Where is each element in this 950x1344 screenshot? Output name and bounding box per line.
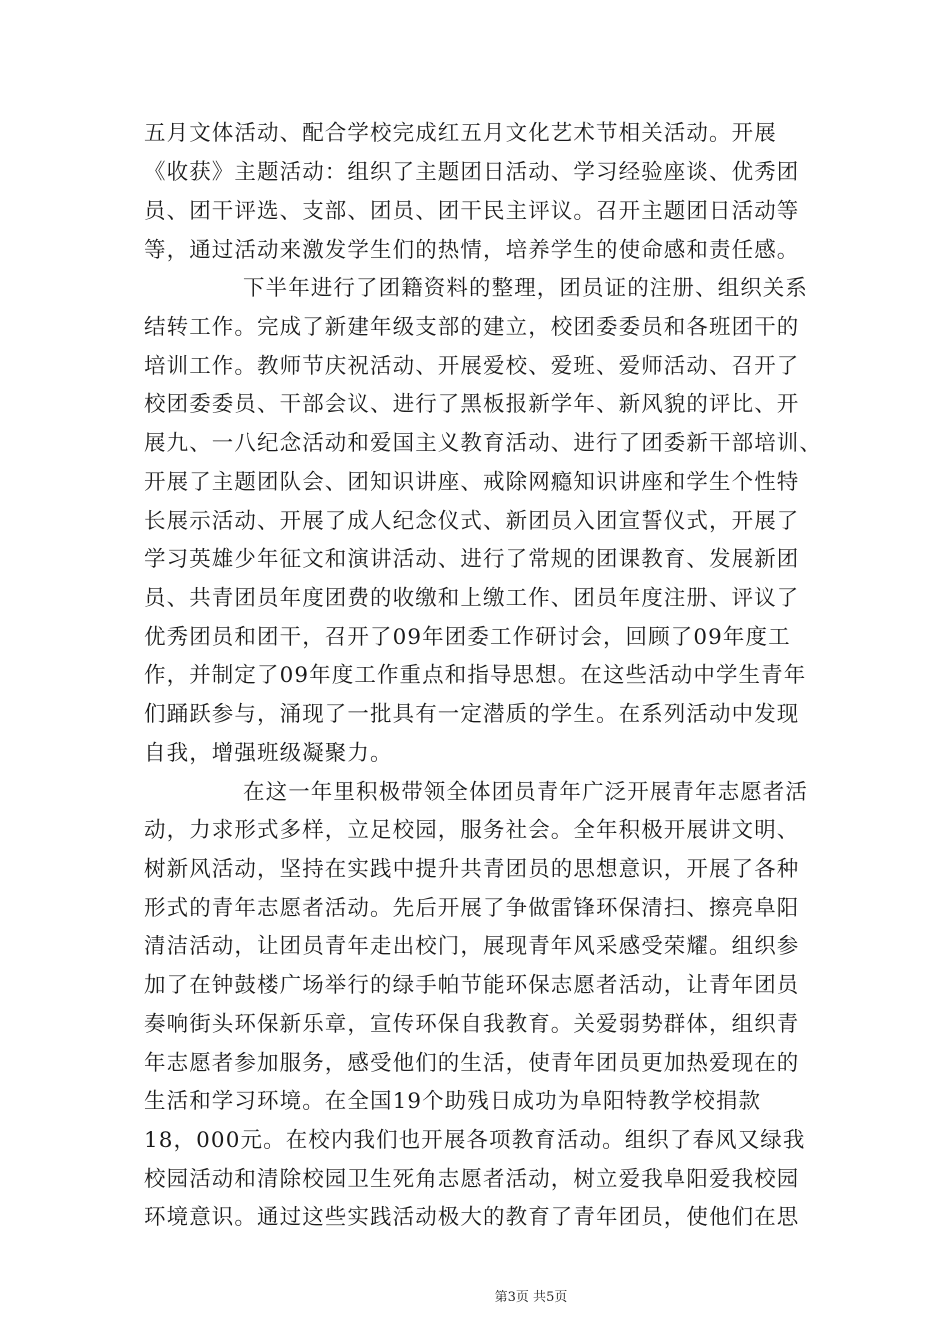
text-line: 校园活动和清除校园卫生死角志愿者活动，树立爱我阜阳爱我校园 (144, 1167, 800, 1192)
paragraph-first-line: 下半年进行了团籍资料的整理，团员证的注册、组织关系 (243, 276, 809, 301)
text-line: 《收获》主题活动：组织了主题团日活动、学习经验座谈、优秀团 (144, 160, 800, 185)
text-line: 校团委委员、干部会议、进行了黑板报新学年、新风貌的评比、开 (144, 392, 800, 417)
text-line: 环境意识。通过这些实践活动极大的教育了青年团员，使他们在思 (144, 1205, 800, 1230)
text-line: 长展示活动、开展了成人纪念仪式、新团员入团宣誓仪式，开展了 (144, 509, 800, 534)
text-line: 年志愿者参加服务，感受他们的生活，使青年团员更加热爱现在的 (144, 1051, 800, 1076)
text-line: 树新风活动，坚持在实践中提升共青团员的思想意识，开展了各种 (144, 857, 800, 882)
text-line: 开展了主题团队会、团知识讲座、戒除网瘾知识讲座和学生个性特 (144, 470, 800, 495)
page-number-current: 3 (507, 1290, 516, 1305)
paragraph-first-line: 在这一年里积极带领全体团员青年广泛开展青年志愿者活 (243, 780, 809, 805)
text-line: 培训工作。教师节庆祝活动、开展爱校、爱班、爱师活动、召开了 (144, 354, 800, 379)
text-line: 员、团干评选、支部、团员、团干民主评议。召开主题团日活动等 (144, 199, 800, 224)
text-line: 形式的青年志愿者活动。先后开展了争做雷锋环保清扫、擦亮阜阳 (144, 896, 800, 921)
text-line: 生活和学习环境。在全国19个助残日成功为阜阳特教学校捐款 (144, 1089, 762, 1114)
text-line: 们踊跃参与，涌现了一批具有一定潜质的学生。在系列活动中发现 (144, 702, 800, 727)
text-line: 作，并制定了09年度工作重点和指导思想。在这些活动中学生青年 (144, 663, 807, 688)
text-line: 五月文体活动、配合学校完成红五月文化艺术节相关活动。开展 (144, 121, 777, 146)
page-number-suffix: 页 (554, 1290, 568, 1305)
page-number-total: 5 (546, 1290, 555, 1305)
page-number-prefix: 第 (494, 1290, 508, 1305)
text-line: 等，通过活动来激发学生们的热情，培养学生的使命感和责任感。 (144, 238, 800, 263)
text-line: 结转工作。完成了新建年级支部的建立，校团委委员和各班团干的 (144, 315, 800, 340)
text-line: 动，力求形式多样，立足校园，服务社会。全年积极开展讲文明、 (144, 818, 800, 843)
page-footer (0, 1288, 950, 1308)
page-number-middle: 页 共 (515, 1290, 547, 1305)
text-line: 优秀团员和团干，召开了09年团委工作研讨会，回顾了09年度工 (144, 625, 791, 650)
text-line: 加了在钟鼓楼广场举行的绿手帕节能环保志愿者活动，让青年团员 (144, 973, 800, 998)
text-line: 18，000元。在校内我们也开展各项教育活动。组织了春风又绿我 (144, 1128, 806, 1153)
text-line: 展九、一八纪念活动和爱国主义教育活动、进行了团委新干部培训、 (144, 431, 823, 456)
text-line: 奏响街头环保新乐章，宣传环保自我教育。关爱弱势群体，组织青 (144, 1012, 800, 1037)
text-line: 员、共青团员年度团费的收缴和上缴工作、团员年度注册、评议了 (144, 586, 800, 611)
text-line: 学习英雄少年征文和演讲活动、进行了常规的团课教育、发展新团 (144, 547, 800, 572)
text-line: 清洁活动，让团员青年走出校门，展现青年风采感受荣耀。组织参 (144, 934, 800, 959)
text-line: 自我，增强班级凝聚力。 (144, 741, 393, 766)
